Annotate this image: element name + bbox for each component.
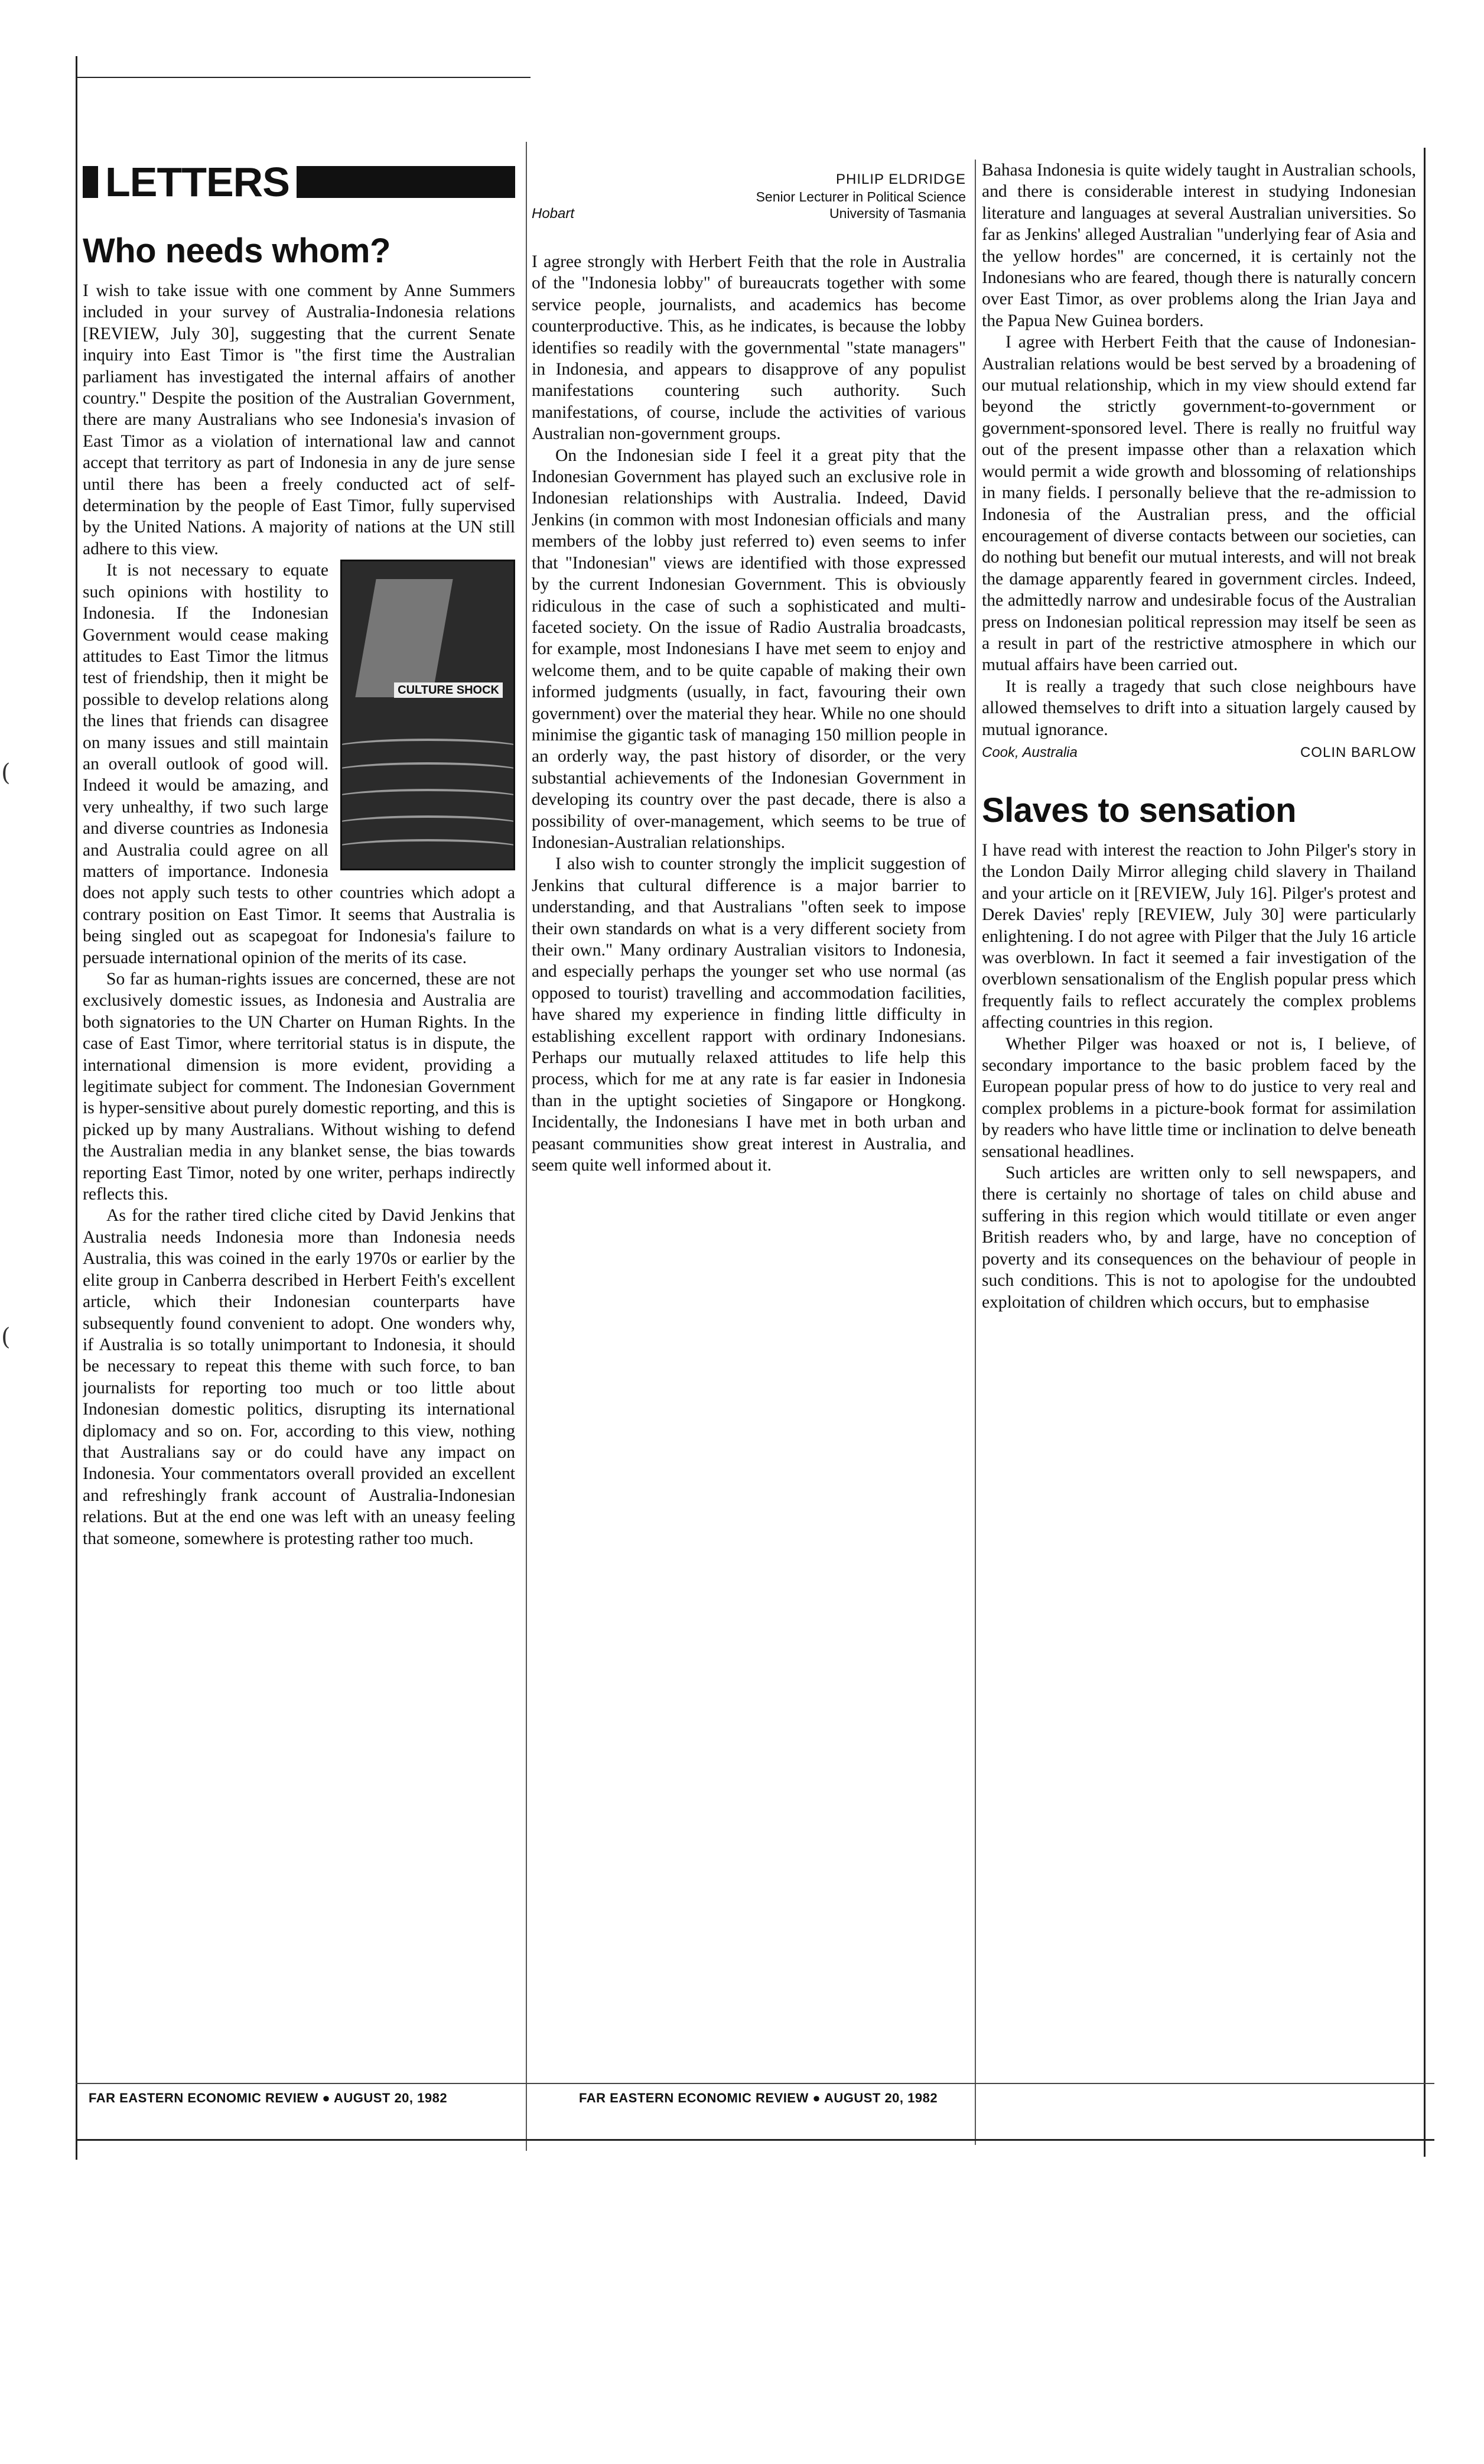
letter-paragraph: I wish to take issue with one comment by Anne Summers included in your survey of Australia-Indonesia relations [REVIEW, July 30], suggesting that the current Senate inquiry into East Timor is "the first time the Australian parliament has investigated the internal affairs of another country." Despite the position of the Australian Government, there are many Australians who see Indonesia's invasion of East Timor as a violation of international law and cannot accept that territory as part of Indonesia in any de jure sense until there has been a freely conducted act of self-determination by the people of East Timor, fully supervised by the United Nations. A majority of nations at the UN still adhere to this view. — [83, 281, 515, 558]
letter-paragraph: I agree with Herbert Feith that the cause of Indonesian-Australian relations would be best served by a broadening of our mutual relationship, which in my view should extend far beyond the strictly government-to-government or government-sponsored level. There is really no fruitful way out of the present impasse other than a relaxation which would permit a wide growth and blossoming of relationships in many fields. I personally believe that the re-admission to Indonesia of the Australian press, and the official encouragement of diverse contacts between our societies, can do nothing but benefit our mutual interests, and will not break the damage apparently feared in government circles. Indeed, the admittedly narrow and undesirable focus of the Australian press on Indonesian political repression may itself be seen as a result in part of the restrictive atmosphere in which our mutual affairs have been carried out. — [982, 333, 1416, 675]
signature-row — [532, 205, 966, 223]
column-divider — [975, 160, 976, 2145]
photo-wave — [340, 839, 515, 859]
letter-paragraph: I agree strongly with Herbert Feith that the role in Australia of the "Indonesia lobby" of bureaucrats together with some service people, journalists, and academics has become counterproductive. This, as he indicates, is because the lobby identifies so readily with the governmental "state managers" in Indonesia, and appears to disapprove of any populist manifestations countering such authority. Such manifestations, of course, include the activities of various Australian non-government groups. — [532, 252, 966, 444]
photo-wave — [340, 789, 515, 809]
letter-paragraph: On the Indonesian side I feel it a great pity that the Indonesian Government has played such an exclusive role in Indonesian relationships with Australia. Indeed, David Jenkins (in common with most Indonesian officials and many members of the lobby just referred to) even seems to infer that "Indonesian" views are identified with those expressed by the current Indonesian Government. This is obviously ridiculous in the case of such a sophisticated and multi-faceted society. On the issue of Radio Australia broadcasts, for example, most Indonesians I have met seem to enjoy and welcome them, and to be quite capable of making their own informed judgments (usually, in fact, favouring their own government) over the material they hear. While no one should minimise the gigantic task of managing 150 million people in an orderly way, the past history of disorder, or the very substantial achievements of the Indonesian Government in developing its country over the past decade, there is also a possibility of over-management, which seems to be true of Indonesian-Australian relationships. — [532, 446, 966, 852]
photo-wave — [340, 762, 515, 782]
letter-paragraph: I have read with interest the reaction to John Pilger's story in the London Daily Mirror alleging child slavery in Thailand and your article on it [REVIEW, July 16]. Pilger's protest and Derek Davies' reply [REVIEW, July 30] were particularly enlightening. I do not agree with Pilger that the July 16 article was overblown. In fact it seemed a fair investigation of the overblown sensationalism of the English popular press which frequently fails to reflect accurately the complex problems affecting countries in this region. — [982, 840, 1416, 1032]
culture-shock-photo — [340, 560, 515, 870]
place-name: Hobart — [532, 206, 575, 222]
column-1 — [83, 161, 515, 2075]
letter-paragraph: So far as human-rights issues are concerned, these are not exclusively domestic issues, as Indonesia and Australia are both signatories to the UN Charter on Human Rights. In the case of East Timor, where territorial status is in dispute, the international dimension is more evident, providing a legitimate subject for comment. The Indonesian Government is hyper-sensitive about purely domestic reporting, and this is picked up by many Australians. Without wishing to defend the Australian media in any blanket sense, the bias towards reporting East Timor, noted by one writer, perhaps indirectly reflects this. — [83, 970, 515, 1204]
letter-paragraph: Bahasa Indonesia is quite widely taught in Australian schools, and there is considerable interest in studying Indonesian literature and languages at several Australian universities. So far as Jenkins' alleged Australian "underlying fear of Asia and the yellow hordes" are concerned, it is certainly not the Indonesians who are feared, though there is naturally concern over East Timor, as over problems along the Irian Jaya and the Papua New Guinea borders. — [982, 161, 1416, 330]
left-border-rule — [76, 56, 77, 2160]
photo-wave — [340, 739, 515, 759]
photo-highlight — [355, 579, 453, 697]
photo-wave — [340, 815, 515, 836]
footer-left: FAR EASTERN ECONOMIC REVIEW ● AUGUST 20, 1982 — [89, 2091, 448, 2105]
letter-paragraph: As for the rather tired cliche cited by David Jenkins that Australia needs Indonesia more than Indonesia needs Australia, this was coined in the early 1970s or earlier by the elite group in Canberra described in Herbert Feith's excellent article, which their Indonesian counterparts have subsequently found convenient to adopt. One wonders why, if Australia is so totally unimportant to Indonesia, it should be necessary to repeat this theme with such force, to ban journalists for reporting too much or too little about Indonesian domestic politics, disrupting its international diplomacy and so on. For, according to this view, nothing that Australians say or do could have any impact on Indonesia. Your commentators overall provided an excellent and refreshingly frank account of Australia-Indonesian relations. But at the end one was left with an uneasy feeling that someone, somewhere is protesting rather too much. — [83, 1206, 515, 1548]
signature: PHILIP ELDRIDGE — [836, 171, 966, 187]
signature: COLIN BARLOW — [1300, 744, 1416, 760]
letter-paragraph: It is not necessary to equate such opinions with hostility to Indonesia. If the Indonesian Government would cease making attitudes to East Timor the litmus test of friendship, then it might be possible to develop relations along the lines that friends can disagree on many issues and still maintain an overall outlook of good will. Indeed it would be amazing, and very unhealthy, if two such large and diverse countries as Indonesia and Australia could agree on all matters of importance. Indonesia does not apply such tests to other countries which adopt a contrary position on East Timor. It seems that Australia is being singled out as scapegoat for Indonesia's failure to persuade international opinion of the merits of its case. — [83, 561, 515, 967]
letter-heading: Slaves to sensation — [982, 791, 1297, 830]
right-border-rule — [1424, 148, 1426, 2157]
column-2 — [532, 168, 966, 2074]
letter-heading: Who needs whom? — [83, 232, 390, 270]
section-banner — [83, 161, 515, 203]
photo-caption: CULTURE SHOCK — [394, 682, 503, 698]
margin-bracket-mark: ( — [1, 759, 11, 786]
banner-bar — [83, 166, 98, 198]
margin-bracket-mark: ( — [1, 1324, 11, 1351]
letter-paragraph: It is really a tragedy that such close neighbours have allowed themselves to drift into a situation largely caused by mutual ignorance. — [982, 677, 1416, 739]
column-3 — [982, 160, 1416, 2074]
affiliation: University of Tasmania — [829, 206, 966, 221]
letter-paragraph: I also wish to counter strongly the implicit suggestion of Jenkins that cultural difference is a major barrier to understanding, and that Australians "often seek to impose their own standards on what is a very different society from their own." Many ordinary Australian visitors to Indonesia, and especially perhaps the younger set who use normal (as opposed to tourist) travelling and accommodation facilities, have shared my experience in finding little difficulty in establishing excellent rapport with ordinary Indonesians. Perhaps our mutually relaxed attitudes to life help this process, which for me at any rate is far easier in Indonesia than in the uptight societies of Singapore or Hongkong. Incidentally, the Indonesians I have met in both urban and peasant communities show great interest in Australia, and seem quite well informed about it. — [532, 854, 966, 1175]
top-rule-left — [76, 77, 531, 78]
place-name: Cook, Australia — [982, 744, 1078, 760]
section-title: LETTERS — [105, 161, 289, 205]
banner-bar — [297, 166, 515, 198]
page-bottom-rule — [76, 2139, 1434, 2141]
footer-right: FAR EASTERN ECONOMIC REVIEW ● AUGUST 20, 1982 — [579, 2091, 938, 2105]
letter-paragraph: Such articles are written only to sell newspapers, and there is certainly no shortage of tales on child abuse and suffering in this region which would titillate or even anger British readers who, by and large, have no conception of poverty and its consequences on the behaviour of people in such conditions. This is not to apologise for the undoubted exploitation of children which occurs, but to emphasise — [982, 1163, 1416, 1312]
signature-row — [982, 744, 1416, 762]
affiliation: Senior Lecturer in Political Science — [756, 189, 966, 204]
bottom-rule — [76, 2083, 1434, 2084]
letter-paragraph: Whether Pilger was hoaxed or not is, I believe, of secondary importance to the basic problem faced by the European popular press of how to do justice to very real and complex problems in a picture-book format for assimilation by readers who have little time or inclination to delve beneath sensational headlines. — [982, 1034, 1416, 1161]
column-divider — [526, 142, 527, 2151]
